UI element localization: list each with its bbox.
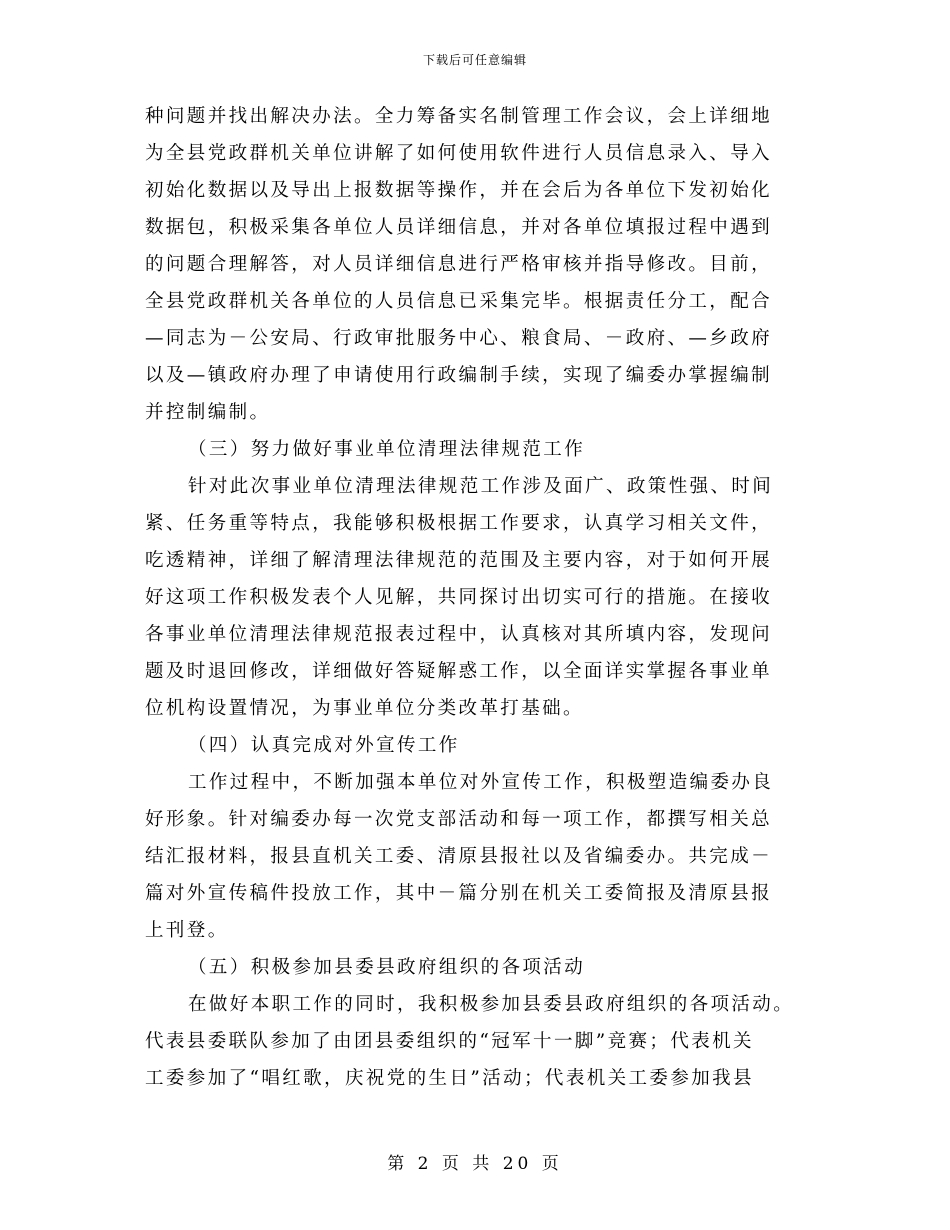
document-body — [145, 98, 815, 1097]
text-line: 以及—镇政府办理了申请使用行政编制手续，实现了编委办掌握编制 — [145, 365, 773, 386]
text-line: 全县党政群机关各单位的人员信息已采集完毕。根据责任分工，配合 — [145, 291, 773, 312]
text-line: 好这项工作积极发表个人见解，共同探讨出切实可行的措施。在接收 — [145, 587, 773, 608]
text-line: （五）积极参加县委县政府组织的各项活动 — [188, 957, 586, 978]
text-line: 篇对外宣传稿件投放工作，其中－篇分别在机关工委简报及清原县报 — [145, 883, 773, 904]
text-line: 题及时退回修改，详细做好答疑解惑工作，以全面详实掌握各事业单 — [145, 661, 773, 682]
text-line: 结汇报材料，报县直机关工委、清原县报社以及省编委办。共完成－ — [145, 846, 773, 867]
text-line: （三）努力做好事业单位清理法律规范工作 — [188, 439, 586, 460]
page-number: 第 2 页 共 20 页 — [387, 1154, 563, 1174]
text-line: 种问题并找出解决办法。全力筹备实名制管理工作会议，会上详细地 — [145, 106, 773, 127]
text-line: 代表县委联队参加了由团县委组织的“冠军十一脚”竞赛；代表机关 — [145, 1031, 754, 1052]
text-line: 位机构设置情况，为事业单位分类改革打基础。 — [145, 698, 584, 719]
text-line: 针对此次事业单位清理法律规范工作涉及面广、政策性强、时间 — [188, 476, 774, 497]
text-line: 好形象。针对编委办每一次党支部活动和每一项工作，都撰写相关总 — [145, 809, 773, 830]
text-line: 为全县党政群机关单位讲解了如何使用软件进行人员信息录入、导入 — [145, 143, 773, 164]
text-line: 在做好本职工作的同时，我积极参加县委县政府组织的各项活动。 — [188, 994, 795, 1015]
text-line: 数据包，积极采集各单位人员详细信息，并对各单位填报过程中遇到 — [145, 217, 773, 238]
text-line: 初始化数据以及导出上报数据等操作，并在会后为各单位下发初始化 — [145, 180, 773, 201]
text-line: 吃透精神，详细了解清理法律规范的范围及主要内容，对于如何开展 — [145, 550, 773, 571]
text-line: 工作过程中，不断加强本单位对外宣传工作，积极塑造编委办良 — [188, 772, 774, 793]
text-line: —同志为－公安局、行政审批服务中心、粮食局、－政府、—乡政府 — [145, 328, 773, 349]
text-line: 紧、任务重等特点，我能够积极根据工作要求，认真学习相关文件， — [145, 513, 773, 534]
page-header-note: 下载后可任意编辑 — [422, 53, 527, 67]
text-line: 的问题合理解答，对人员详细信息进行严格审核并指导修改。目前， — [145, 254, 773, 275]
text-line: 上刊登。 — [145, 920, 229, 941]
text-line: （四）认真完成对外宣传工作 — [188, 735, 460, 756]
text-line: 各事业单位清理法律规范报表过程中，认真核对其所填内容，发现问 — [145, 624, 773, 645]
text-line: 并控制编制。 — [145, 402, 271, 423]
text-line: 工委参加了“唱红歌，庆祝党的生日”活动；代表机关工委参加我县 — [145, 1068, 754, 1089]
